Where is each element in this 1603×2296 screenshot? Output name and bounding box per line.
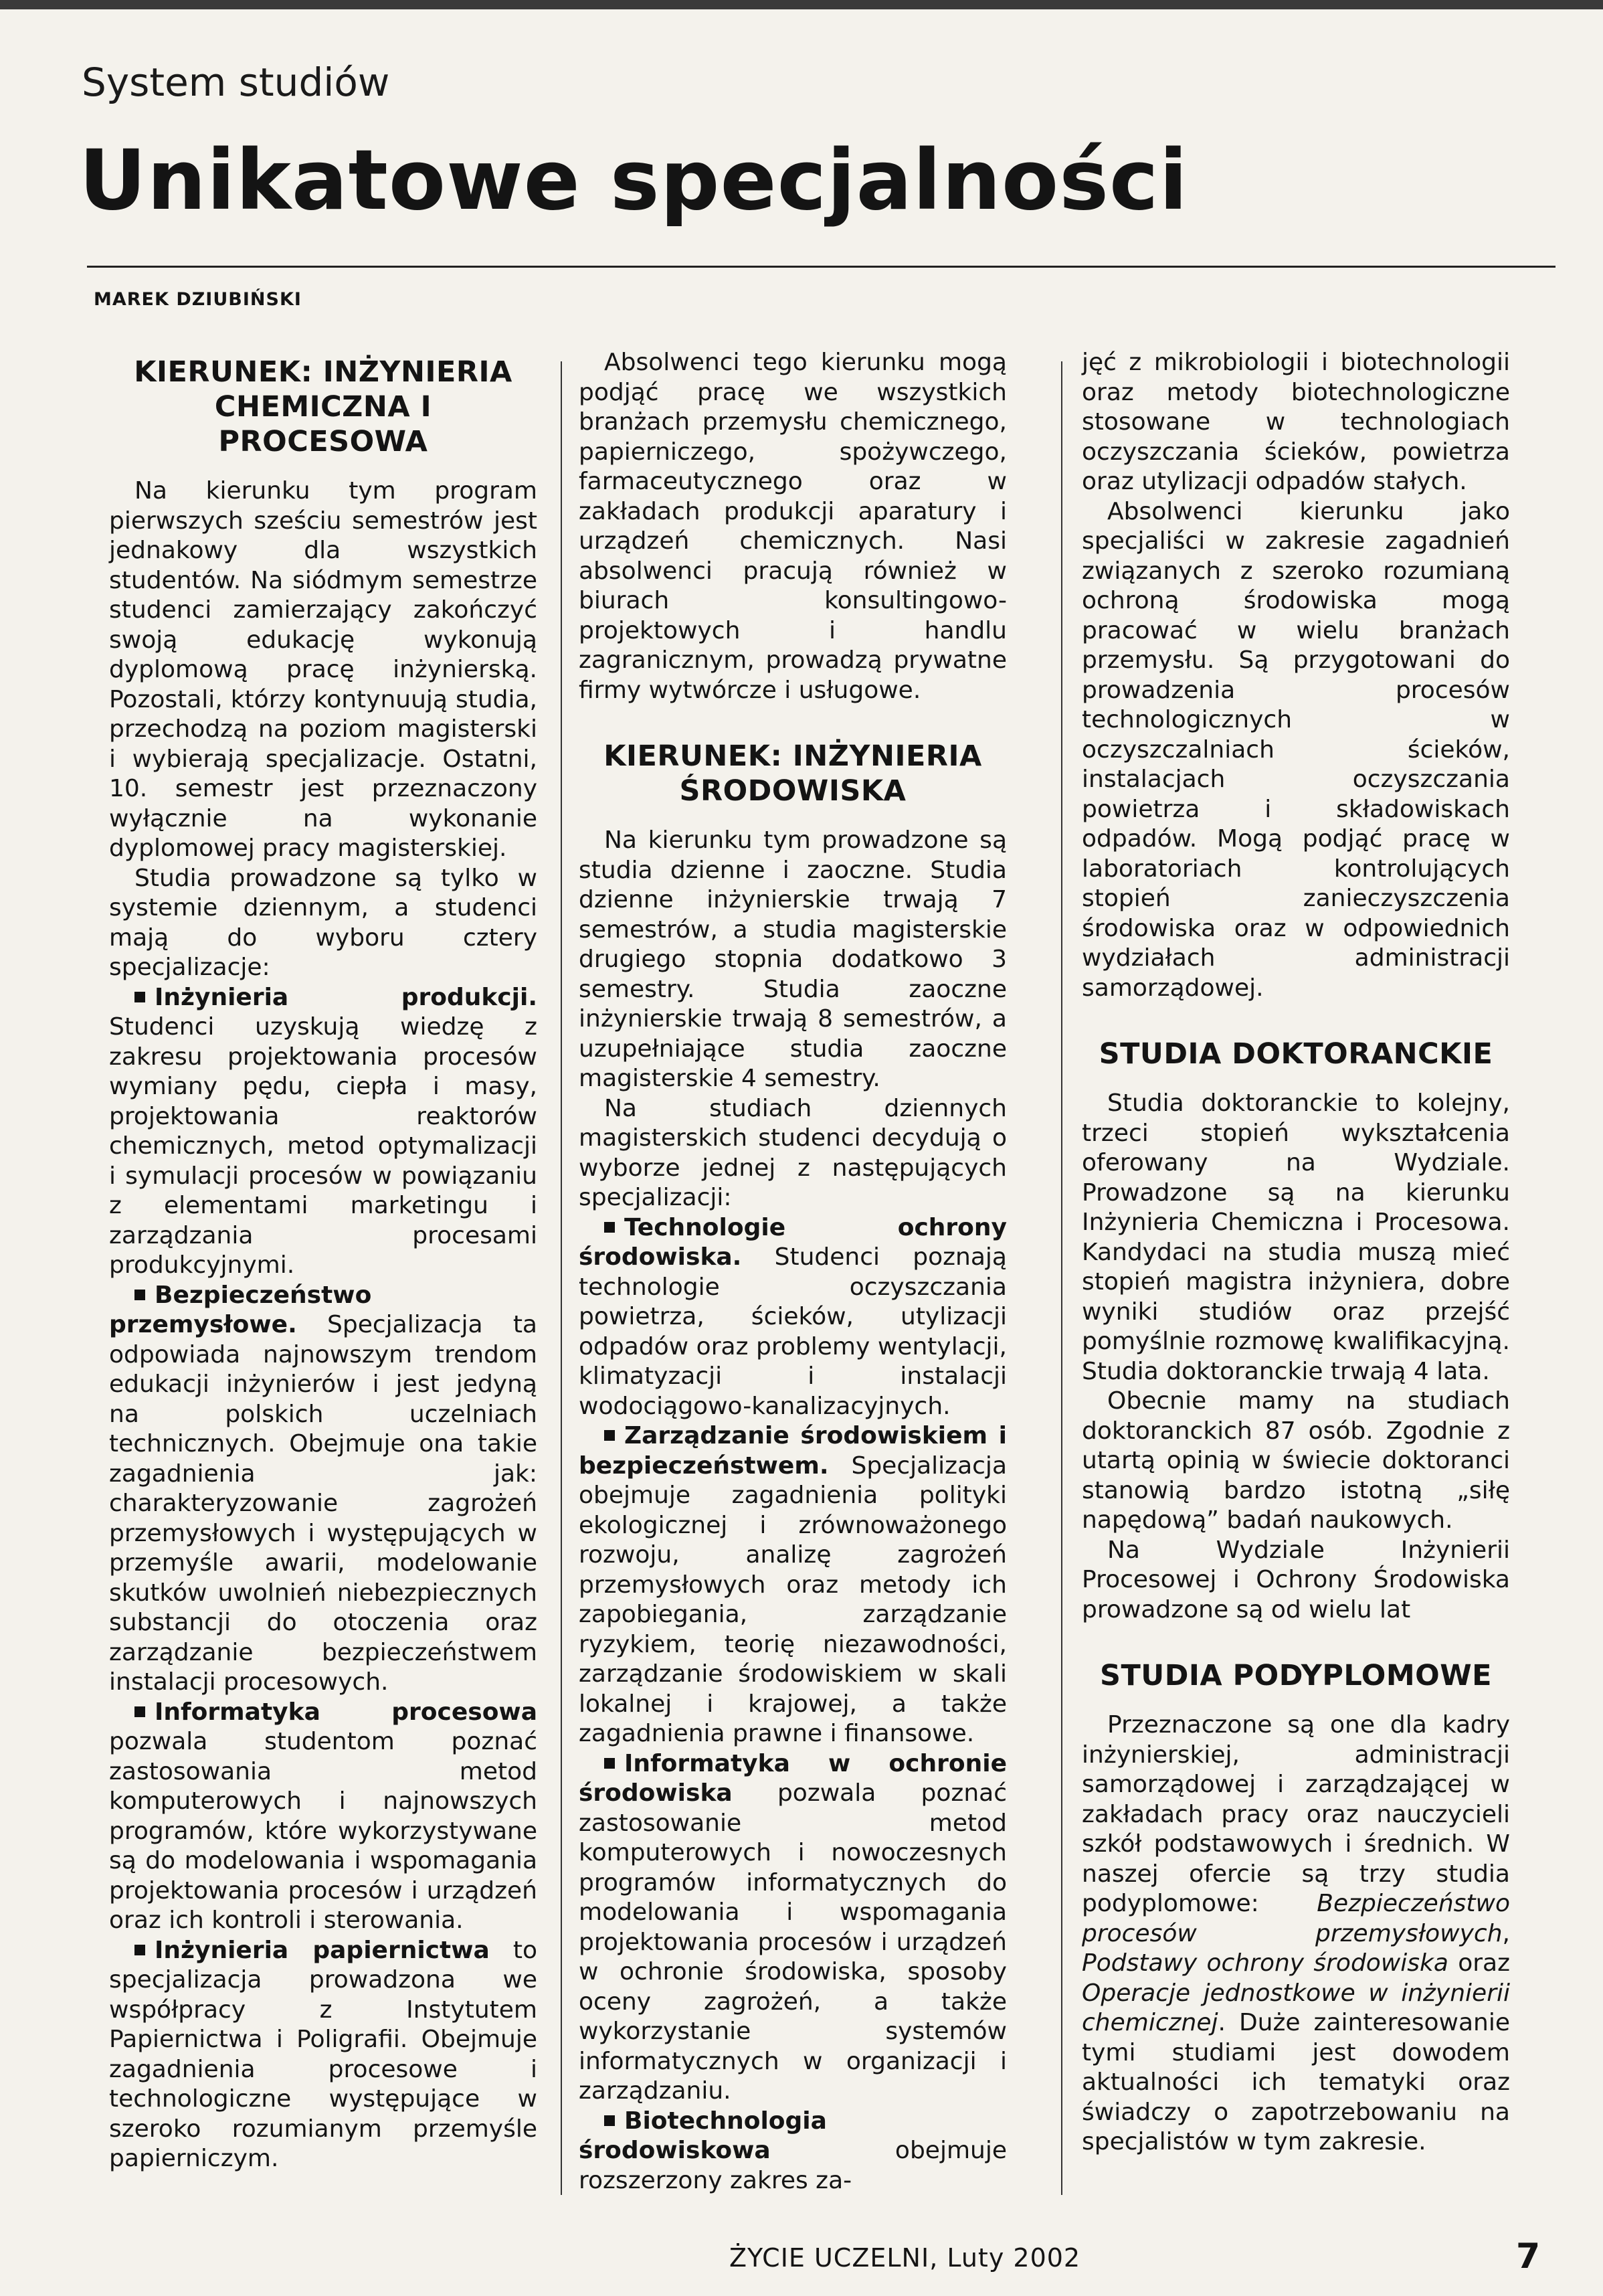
bullet-square-icon [604,1222,615,1233]
bullet-item [109,1281,537,1698]
column-divider [1061,361,1062,2195]
paragraph: Na kierunku tym program pierwszych sześciu semestrów jest jednakowy dla wszystkich studentów. Na siódmym semestrze studenci zamierzający zakończyć swoją edukację wykonują dyplomową pracę inżynierską. Pozostali, którzy kontynuują studia, przechodzą na poziom magisterski i wybierają specjalizacje. Ostatni, 10. semestr jest przeznaczony wyłącznie na wykonanie dyplomowej pracy magisterskiej. [109,477,537,862]
paragraph: Obecnie mamy na studiach doktoranckich 87 osób. Zgodnie z utartą opinią w świecie doktoranci stanowią bardzo istotną „siłę napędową” badań naukowych. [1082,1387,1510,1534]
bullet-title: Zarządzanie środowiskiem i bezpieczeństwem. [579,1422,1007,1480]
bullet-text: Studenci poznają technologie oczyszczania powietrza, ścieków, utylizacji odpadów oraz problemy wentylacji, klimatyzacji i instalacji wodociągowo-kanalizacyjnych. [579,1243,1007,1420]
paragraph: Absolwenci kierunku jako specjaliści w zakresie zagadnień związanych z szeroko rozumianą ochroną środowiska mogą pracować w wielu branżach przemysłu. Są przygotowani do prowadzenia procesów technologicznych w oczyszczalniach ścieków, instalacjach oczyszczania powietrza i składowiskach odpadów. Mogą podjąć pracę w laboratoriach kontrolujących stopień zanieczyszczenia środowiska oraz w odpowiednich wydziałach administracji samorządowej. [1082,497,1510,1002]
section-heading: STUDIA PODYPLOMOWE [1099,1659,1492,1692]
author-byline: MAREK DZIUBIŃSKI [94,289,302,310]
section-heading: KIERUNEK: INŻYNIERIA CHEMICZNA I PROCESOWA [134,355,512,458]
bullet-text: to specjalizacja prowadzona we współpracy z Instytutem Papiernictwa i Poligrafii. Obejmuje zagadnienia procesowe i technologiczne występujące w szeroko rozumianym przemyśle papierniczym. [109,1936,537,2172]
column-1 [109,348,537,2174]
bullet-title: Inżynieria papiernictwa [155,1936,490,1964]
paragraph: Studia prowadzone są tylko w systemie dziennym, a studenci mają do wyboru cztery specjalizacje: [109,864,537,981]
text-run: , [1502,1919,1510,1947]
paragraph: Absolwenci tego kierunku mogą podjąć pracę we wszystkich branżach przemysłu chemicznego, papierniczego, spożywczego, farmaceutycznego oraz w zakładach produkcji aparatury i urządzeń chemicznych. Nasi absolwenci pracują również w biurach konsultingowo-projektowych i handlu zagranicznym, prowadzą prywatne firmy wytwórcze i usługowe. [579,349,1007,704]
section-kicker: System studiów [82,60,390,105]
bullet-square-icon [134,1945,145,1955]
bullet-text: Studenci uzyskują wiedzę z zakresu projektowania procesów wymiany pędu, ciepła i masy, projektowania reaktorów chemicznych, metod optymalizacji i symulacji procesów w powiązaniu z elementami marketingu i zarządzania procesami produkcyjnymi. [109,1013,537,1279]
bullet-text: obejmuje rozszerzony zakres za- [579,2137,1007,2194]
column-divider [561,361,562,2195]
paragraph: Na Wydziale Inżynierii Procesowej i Ochrony Środowiska prowadzone są od wielu lat [1082,1536,1510,1623]
course-title: Bezpieczeństwo procesów przemysłowych [1082,1890,1510,1947]
bullet-square-icon [134,1706,145,1717]
paragraph: jęć z mikrobiologii i biotechnologii oraz metody biotechnologiczne stosowane w technologiach oczyszczania ścieków, powietrza oraz utylizacji odpadów stałych. [1082,349,1510,495]
bullet-item [579,1749,1007,2107]
footer-publication: ŻYCIE UCZELNI, Luty 2002 [729,2243,1081,2273]
bullet-square-icon [604,1430,615,1441]
bullet-item [579,1421,1007,1749]
column-3 [1082,348,1510,2157]
bullet-title: Bezpieczeństwo przemysłowe. [109,1281,372,1338]
paragraph: Na kierunku tym prowadzone są studia dzienne i zaoczne. Studia dzienne inżynierskie trwają 7 semestrów, a studia magisterskie drugiego stopnia dodatkowo 3 semestry. Studia zaoczne inżynierskie trwają 8 semestrów, a uzupełniające studia zaoczne magisterskie 4 semestry. [579,826,1007,1092]
bullet-text: pozwala poznać zastosowanie metod komputerowych i nowoczesnych programów informatycznych do modelowania i wspomagania projektowania procesów i urządzeń w ochronie środowiska, sposoby oceny zagrożeń, a także wykorzystanie systemów informatycznych w organizacji i zarządzaniu. [579,1779,1007,2105]
scan-edge [0,0,1603,9]
course-title: Operacje jednostkowe w inżynierii chemicznej [1082,1979,1510,2036]
page-number: 7 [1516,2236,1541,2277]
title-rule [87,266,1555,268]
course-title: Podstawy ochrony środowiska [1082,1949,1448,1977]
bullet-text: Specjalizacja ta odpowiada najnowszym trendom edukacji inżynierów i jest jedyną na polskich uczelniach technicznych. Obejmuje ona takie zagadnienia jak: charakteryzowanie zagrożeń przemysłowych i występujących w przemyśle awarii, modelowanie skutków uwolnień niebezpiecznych substancji do otoczenia oraz zarządzanie bezpieczeństwem instalacji procesowych. [109,1311,537,1696]
bullet-square-icon [134,1290,145,1300]
column-2 [579,348,1007,2196]
bullet-square-icon [604,2115,615,2126]
bullet-item [109,1698,537,1936]
bullet-title: Informatyka procesowa [155,1698,537,1726]
article-title: Unikatowe specjalności [79,133,1189,229]
bullet-title: Biotechnologia środowiskowa [579,2107,827,2164]
bullet-title: Technologie ochrony środowiska. [579,1213,1007,1271]
text-run: oraz [1448,1949,1510,1977]
bullet-item [579,2107,1007,2196]
bullet-text: Specjalizacja obejmuje zagadnienia polityki ekologicznej i zrównoważonego rozwoju, analizę zagrożeń przemysłowych oraz metody ich zapobiegania, zarządzanie ryzykiem, teorię niezawodności, zarządzanie środowiskiem w skali lokalnej i krajowej, a także zagadnienia prawne i finansowe. [579,1451,1007,1747]
bullet-text: pozwala studentom poznać zastosowania metod komputerowych i najnowszych programów, które wykorzystywane są do modelowania i wspomagania projektowania procesów i urządzeń oraz ich kontroli i sterowania. [109,1728,537,1934]
section-heading: STUDIA DOKTORANCKIE [1099,1037,1493,1071]
text-run: . Duże zainteresowanie tymi studiami jest dowodem aktualności ich tematyki oraz świadczy o zapotrzebowaniu na specjalistów w tym zakresie. [1082,2009,1510,2155]
bullet-item [579,1213,1007,1422]
bullet-item [109,983,537,1281]
paragraph: Studia doktoranckie to kolejny, trzeci stopień wykształcenia oferowany na Wydziale. Prowadzone są na kierunku Inżynieria Chemiczna i Procesowa. Kandydaci na studia muszą mieć stopień magistra inżyniera, dobre wyniki studiów oraz przejść pomyślnie rozmowę kwalifikacyjną. Studia doktoranckie trwają 4 lata. [1082,1089,1510,1385]
bullet-title: Informatyka w ochronie środowiska [579,1749,1007,1807]
section-heading: KIERUNEK: INŻYNIERIA ŚRODOWISKA [603,739,982,808]
paragraph [1082,1710,1510,2157]
text-run: Przeznaczone są one dla kadry inżynierskiej, administracji samorządowej i zarządzającej w zakładach pracy oraz nauczycieli szkół podstawowych i średnich. W naszej ofercie są trzy studia podyplomowe: [1082,1711,1510,1917]
bullet-title: Inżynieria produkcji. [155,983,537,1011]
bullet-square-icon [604,1758,615,1769]
bullet-square-icon [134,992,145,1002]
paragraph: Na studiach dziennych magisterskich studenci decydują o wyborze jednej z następujących specjalizacji: [579,1094,1007,1211]
bullet-item [109,1936,537,2174]
